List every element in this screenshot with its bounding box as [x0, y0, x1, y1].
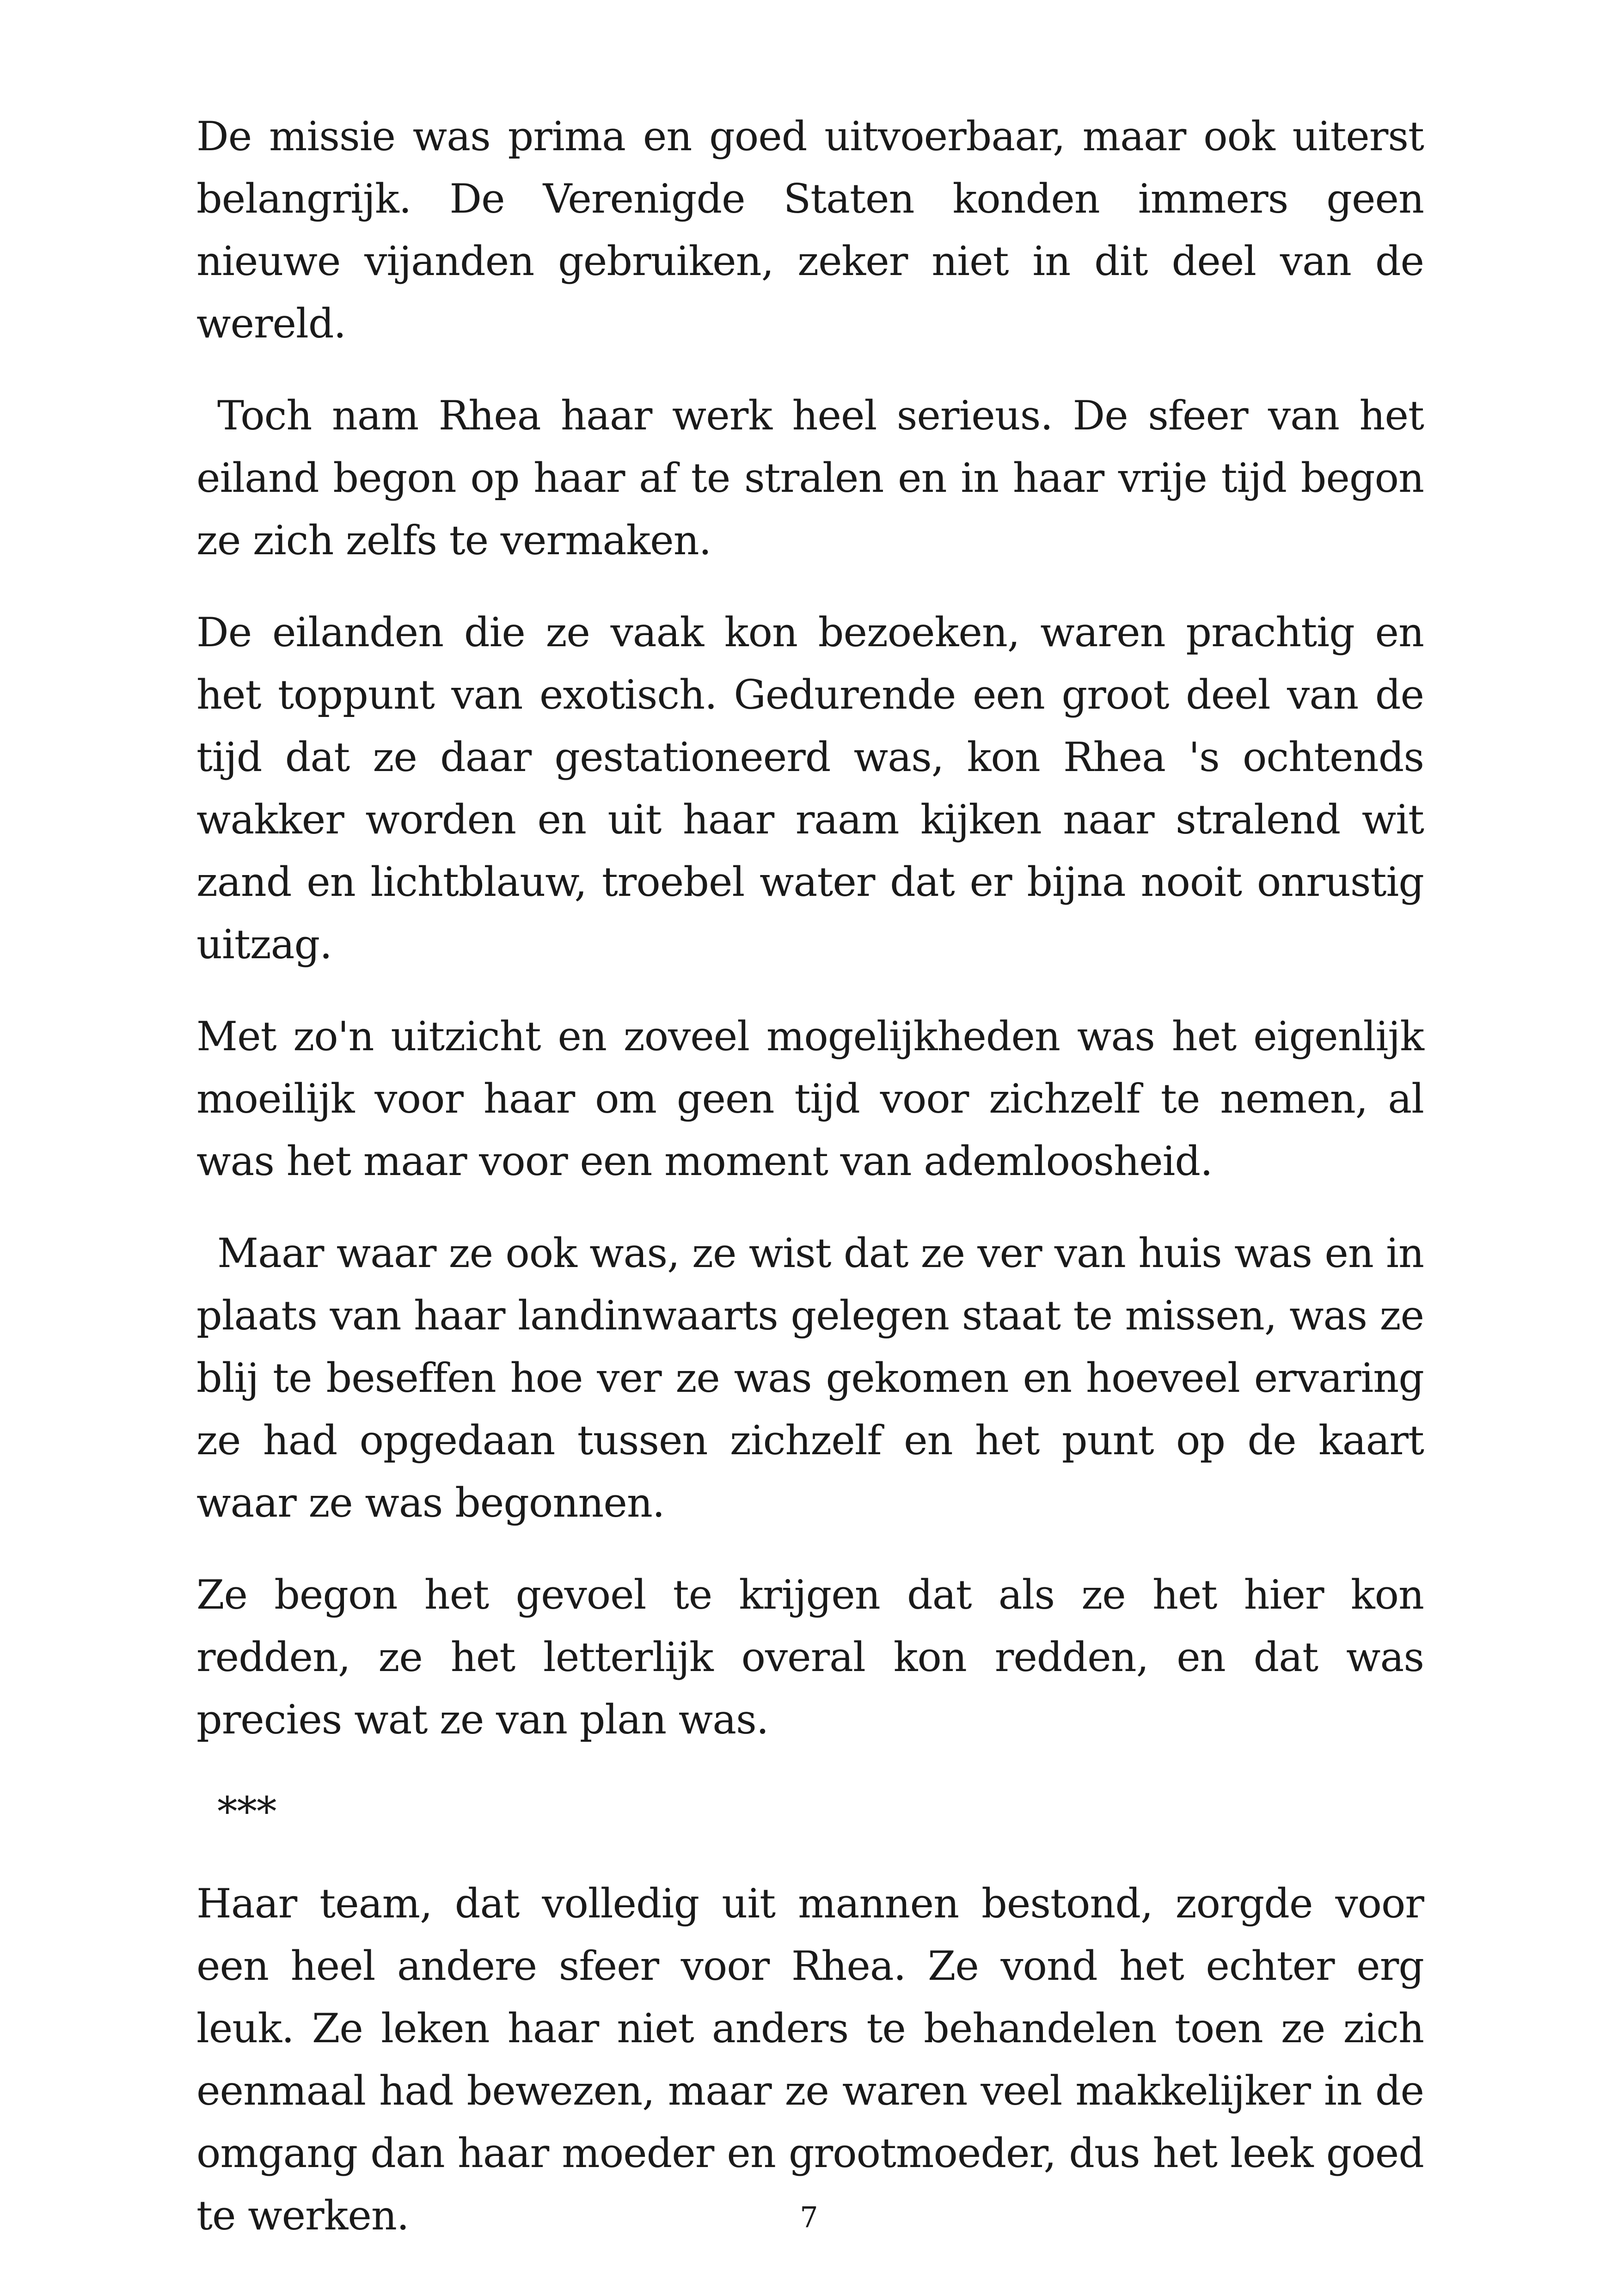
scene-break: ***: [217, 1788, 276, 1835]
paragraph-1: De missie was prima en goed uitvoerbaar, maar ook uiterst belangrijk. De Verenigde Staten konden immers geen nieuwe vijanden gebruiken, zeker niet in dit deel van de wereld.: [196, 113, 1424, 347]
paragraph-3: De eilanden die ze vaak kon bezoeken, waren prachtig en het toppunt van exotisch. Gedurende een groot deel van de tijd dat ze daar gestationeerd was, kon Rhea 's ochtends wakker worden en uit haar raam kijken naar stralend wit zand en lichtblauw, troebel water dat er bijna nooit onrustig uitzag.: [196, 609, 1424, 968]
paragraph-5: Maar waar ze ook was, ze wist dat ze ver van huis was en in plaats van haar landinwaarts gelegen staat te missen, was ze blij te beseffen hoe ver ze was gekomen en hoeveel ervaring ze had opgedaan tussen zichzelf en het punt op de kaart waar ze was begonnen.: [196, 1230, 1424, 1526]
body-text: [196, 105, 1424, 2277]
paragraph-7: Haar team, dat volledig uit mannen bestond, zorgde voor een heel andere sfeer voor Rhea. Ze vond het echter erg leuk. Ze leken haar niet anders te behandelen toen ze zich eenmaal had bewezen, maar ze waren veel makkelijker in de omgang dan haar moeder en grootmoeder, dus het leek goed te werken.: [196, 1880, 1424, 2239]
paragraph-2: Toch nam Rhea haar werk heel serieus. De sfeer van het eiland begon op haar af te stralen en in haar vrije tijd begon ze zich zelfs te vermaken.: [196, 392, 1424, 564]
paragraph-6: Ze begon het gevoel te krijgen dat als ze het hier kon redden, ze het letterlijk overal kon redden, en dat was precies wat ze van plan was.: [196, 1571, 1424, 1743]
page-number: 7: [800, 2200, 818, 2234]
paragraph-4: Met zo'n uitzicht en zoveel mogelijkheden was het eigenlijk moeilijk voor haar om geen tijd voor zichzelf te nemen, al was het maar voor een moment van ademloosheid.: [196, 1013, 1424, 1185]
